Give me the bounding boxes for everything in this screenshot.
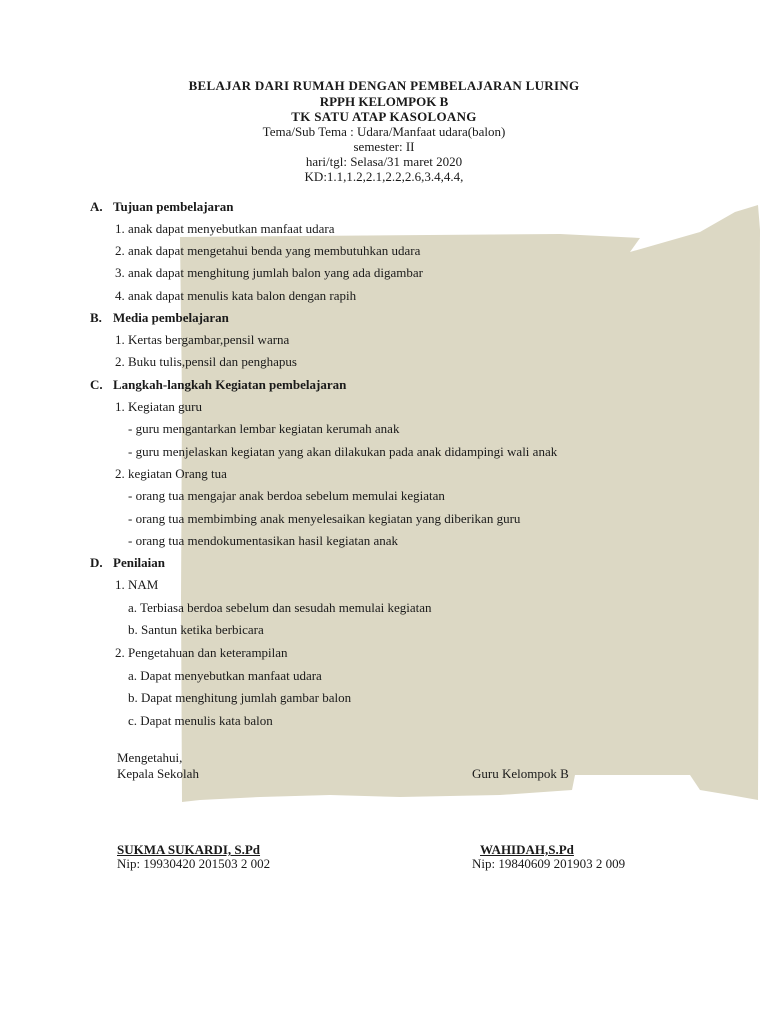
list-item: c. Dapat menulis kata balon <box>128 713 273 728</box>
list-item: - guru mengantarkan lembar kegiatan kerumah anak <box>128 421 400 436</box>
school-name: TK SATU ATAP KASOLOANG <box>291 109 477 124</box>
list-item: 1. anak dapat menyebutkan manfaat udara <box>115 221 335 236</box>
list-item: a. Terbiasa berdoa sebelum dan sesudah memulai kegiatan <box>128 600 432 615</box>
list-item: a. Dapat menyebutkan manfaat udara <box>128 668 322 683</box>
doc-subtitle: RPPH KELOMPOK B <box>319 94 449 109</box>
guru-nip: Nip: 19840609 201903 2 009 <box>472 856 626 871</box>
guru-name: WAHIDAH,S.Pd <box>480 842 574 857</box>
list-item: 2. kegiatan Orang tua <box>115 466 227 481</box>
list-item: 1. NAM <box>115 577 159 592</box>
list-item: b. Santun ketika berbicara <box>128 622 264 637</box>
section-d-title: Penilaian <box>113 555 166 570</box>
list-item: b. Dapat menghitung jumlah gambar balon <box>128 690 352 705</box>
section-b-letter: B. <box>90 310 102 325</box>
date: hari/tgl: Selasa/31 maret 2020 <box>305 154 463 169</box>
kd: KD:1.1,1.2,2.1,2.2,2.6,3.4,4.4, <box>304 169 464 184</box>
kepala-sekolah-label: Kepala Sekolah <box>117 766 199 781</box>
list-item: - orang tua mengajar anak berdoa sebelum memulai kegiatan <box>128 488 445 503</box>
list-item: 3. anak dapat menghitung jumlah balon yang ada digambar <box>115 265 423 280</box>
mengetahui-label: Mengetahui, <box>117 750 183 765</box>
list-item: 1. Kegiatan guru <box>115 399 203 414</box>
kepala-sekolah-nip: Nip: 19930420 201503 2 002 <box>117 856 271 871</box>
section-b-title: Media pembelajaran <box>113 310 229 325</box>
list-item: 2. Pengetahuan dan keterampilan <box>115 645 288 660</box>
tema: Tema/Sub Tema : Udara/Manfaat udara(balon) <box>262 124 506 139</box>
list-item: 2. Buku tulis,pensil dan penghapus <box>115 354 297 369</box>
section-c-letter: C. <box>90 377 103 392</box>
section-a-letter: A. <box>90 199 103 214</box>
list-item: 1. Kertas bergambar,pensil warna <box>115 332 290 347</box>
kepala-sekolah-name: SUKMA SUKARDI, S.Pd <box>117 842 261 857</box>
list-item: - guru menjelaskan kegiatan yang akan dilakukan pada anak didampingi wali anak <box>128 444 558 459</box>
doc-title: BELAJAR DARI RUMAH DENGAN PEMBELAJARAN LURING <box>188 78 580 93</box>
semester: semester: II <box>353 139 415 154</box>
list-item: - orang tua membimbing anak menyelesaikan kegiatan yang diberikan guru <box>128 511 521 526</box>
guru-kelompok-label: Guru Kelompok B <box>472 766 569 781</box>
list-item: - orang tua mendokumentasikan hasil kegiatan anak <box>128 533 399 548</box>
list-item: 4. anak dapat menulis kata balon dengan rapih <box>115 288 357 303</box>
section-a-title: Tujuan pembelajaran <box>113 199 234 214</box>
list-item: 2. anak dapat mengetahui benda yang membutuhkan udara <box>115 243 421 258</box>
section-c-title: Langkah-langkah Kegiatan pembelajaran <box>113 377 347 392</box>
section-d-letter: D. <box>90 555 103 570</box>
